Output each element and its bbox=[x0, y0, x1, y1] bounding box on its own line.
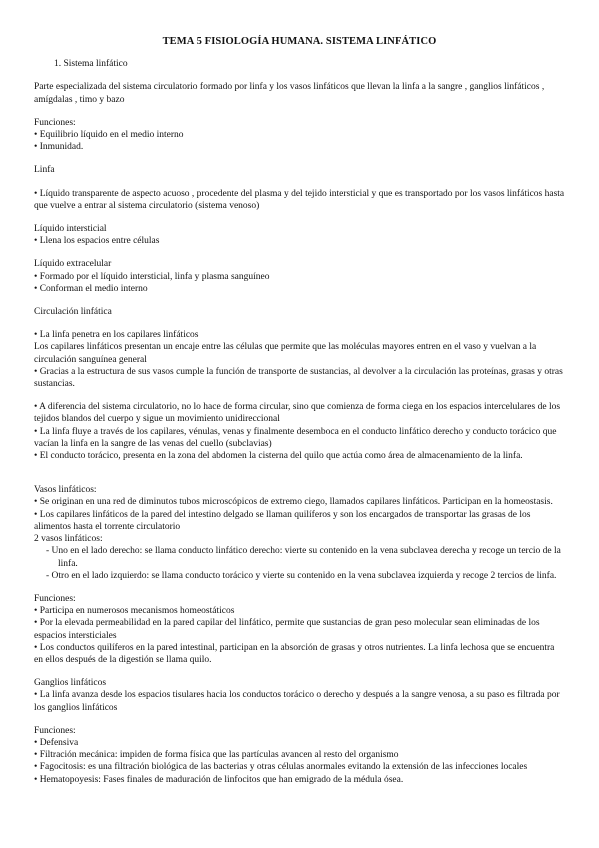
list-item: • El conducto torácico, presenta en la zona del abdomen la cisterna del quilo que actúa como área de almacenamiento de la linfa. bbox=[34, 451, 523, 462]
list-item: • Filtración mecánica: impiden de forma física que las partículas avancen al resto del organismo bbox=[34, 750, 399, 761]
list-item: • Los conductos quilíferos en la pared intestinal, participan en la absorción de grasas y otros nutrientes. La linfa lechosa que se encuentra en ellos después de la digestión se llama quilo. bbox=[34, 642, 555, 665]
section-heading: 1. Sistema linfático bbox=[54, 59, 128, 70]
circulacion-heading: Circulación linfática bbox=[34, 307, 112, 318]
intro-paragraph: Parte especializada del sistema circulatorio formado por linfa y los vasos linfáticos que llevan la linfa a la sangre , ganglios linfáticos , amígdalas , timo y bazo bbox=[34, 82, 545, 105]
list-item: • Gracias a la estructura de sus vasos cumple la función de transporte de sustancias, al devolver a la circulación las proteínas, grasas y otras sustancias. bbox=[34, 366, 563, 390]
page-title: TEMA 5 FISIOLOGÍA HUMANA. SISTEMA LINFÁTICO bbox=[162, 36, 437, 47]
list-item: • A diferencia del sistema circulatorio, no lo hace de forma circular, sino que comienza de forma ciega en los espacios intercelulares de los tejidos blandos del cuerpo y sigue un movimiento unidireccional bbox=[34, 402, 561, 425]
funciones-heading: Funciones: bbox=[34, 725, 76, 736]
list-item: • Conforman el medio interno bbox=[34, 283, 148, 294]
list-item: Los capilares linfáticos presentan un encaje entre las células que permite que las moléculas mayores entren en el vaso y vuelvan a la circulación sanguínea general bbox=[34, 342, 537, 365]
list-item: • Equilibrio líquido en el medio interno bbox=[34, 130, 184, 141]
list-item: • Participa en numerosos mecanismos homeostáticos bbox=[34, 606, 235, 617]
liquido-intersticial-heading: Líquido intersticial bbox=[34, 224, 107, 235]
sub-list-item: - Otro en el lado izquierdo: se llama conducto torácico y vierte su contenido en la vena subclavea izquierda y recoge 2 tercios de linfa. bbox=[46, 570, 557, 581]
list-item: • Defensiva bbox=[34, 737, 79, 748]
funciones-heading: Funciones: bbox=[34, 117, 76, 128]
list-item: • Hematopoyesis: Fases finales de maduración de linfocitos que han emigrado de la médula ósea. bbox=[34, 774, 404, 785]
liquido-extracelular-heading: Líquido extracelular bbox=[34, 259, 112, 270]
funciones-heading: Funciones: bbox=[34, 593, 76, 604]
linfa-paragraph: • Líquido transparente de aspecto acuoso , procedente del plasma y del tejido intersticial y que es transportado por los vasos linfáticos hasta que vuelve a entrar al sistema circulatorio (sistema venoso) bbox=[34, 188, 565, 211]
list-item: • Formado por el líquido intersticial, linfa y plasma sanguíneo bbox=[34, 271, 270, 282]
list-item: • Llena los espacios entre células bbox=[34, 236, 160, 247]
linfa-heading: Linfa bbox=[34, 165, 55, 176]
list-item: • Inmunidad. bbox=[34, 142, 84, 153]
list-item: • Por la elevada permeabilidad en la pared capilar del linfático, permite que sustancias de gran peso molecular sean eliminadas de los espacios intersticiales bbox=[34, 618, 540, 641]
ganglios-heading: Ganglios linfáticos bbox=[34, 678, 107, 689]
vasos-heading: Vasos linfáticos: bbox=[34, 485, 97, 496]
list-item: • Los capilares linfáticos de la pared del intestino delgado se llaman quilíferos y son los encargados de transportar las grasas de los alimentos hasta el torrente circulatorio bbox=[34, 509, 531, 532]
list-item: • La linfa avanza desde los espacios tisulares hacia los conductos torácico o derecho y después a la sangre venosa, a su paso es filtrada por los ganglios linfáticos bbox=[34, 690, 560, 713]
list-item: • La linfa penetra en los capilares linfáticos bbox=[34, 330, 199, 341]
list-item: • Se originan en una red de diminutos tubos microscópicos de extremo ciego, llamados capilares linfáticos. Participan en la homeostasis. bbox=[34, 497, 553, 508]
sub-list-item: - Uno en el lado derecho: se llama conducto linfático derecho: vierte su contenido en la vena subclavea derecha y recoge un tercio de la linfa. bbox=[46, 546, 561, 569]
dos-vasos-label: 2 vasos linfáticos: bbox=[34, 534, 103, 545]
list-item: • La linfa fluye a través de los capilares, vénulas, venas y finalmente desemboca en el conducto linfático derecho y conducto torácico que vacían la linfa en la sangre de las venas del cuello (subclavias) bbox=[34, 426, 557, 449]
list-item: • Fagocitosis: es una filtración biológica de las bacterias y otras células anormales evitando la extensión de las infecciones locales bbox=[34, 762, 528, 773]
